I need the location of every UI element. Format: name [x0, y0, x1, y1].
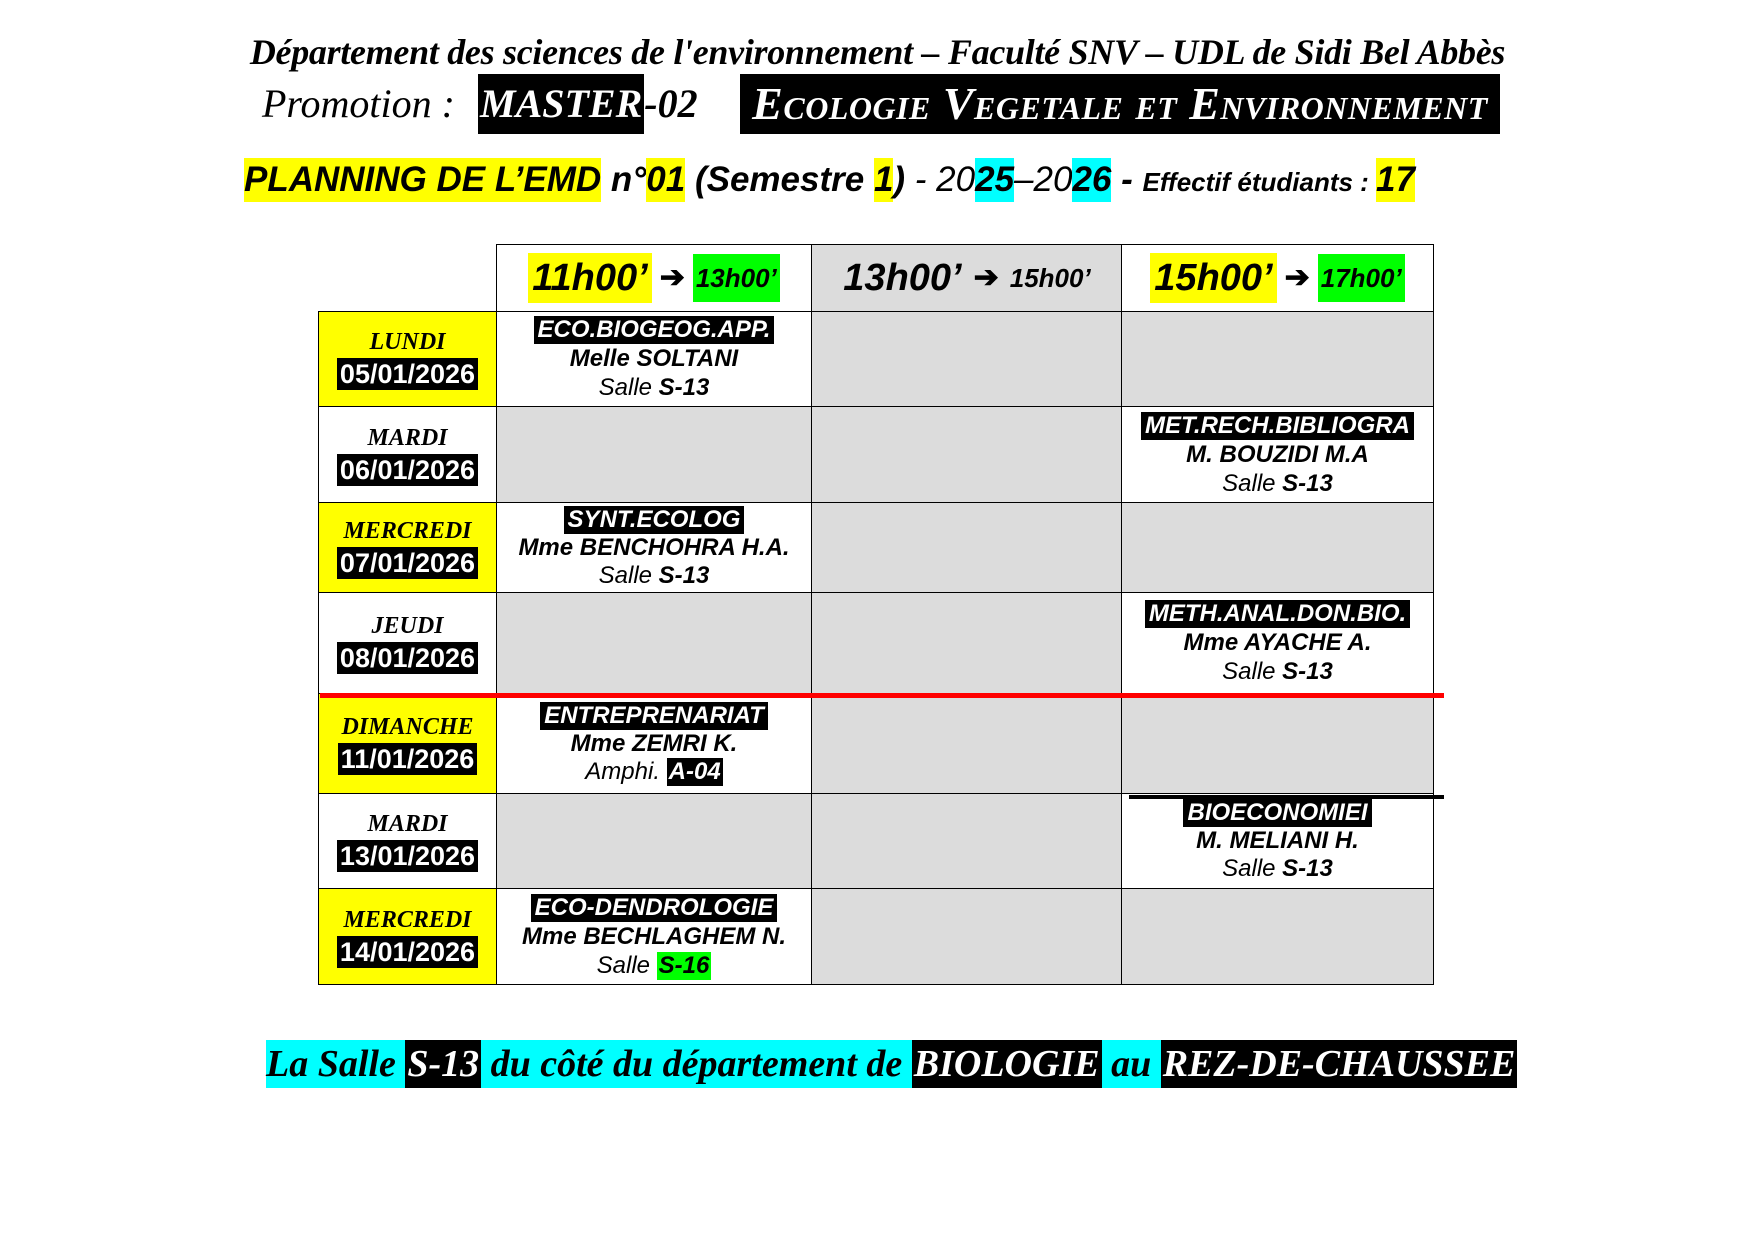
day-name: MARDI	[367, 811, 448, 837]
day-cell	[319, 407, 497, 503]
empty-cell	[812, 312, 1122, 407]
empty-cell	[497, 593, 812, 694]
course-name: ECO.BIOGEOG.APP.	[534, 316, 775, 344]
room-number: S-13	[1282, 469, 1333, 497]
arrow-right-icon: ➔	[659, 261, 685, 294]
day-date: 07/01/2026	[337, 547, 478, 579]
room	[1122, 470, 1433, 498]
footer-text-1: La Salle	[266, 1040, 405, 1088]
exam-timetable	[318, 244, 1434, 985]
day-name: MERCREDI	[343, 517, 472, 544]
course-name: BIOECONOMIEI	[1183, 799, 1371, 827]
room	[497, 374, 811, 402]
year2-suffix: 26	[1072, 158, 1111, 202]
day-cell	[319, 593, 497, 694]
arrow-right-icon: ➔	[1284, 261, 1310, 294]
day-date: 11/01/2026	[338, 743, 478, 775]
room-label: Salle	[598, 561, 652, 589]
arrow-right-icon: ➔	[973, 261, 999, 294]
teacher-name: Mme ZEMRI K.	[570, 729, 738, 757]
day-name: MARDI	[367, 424, 448, 451]
table-row	[319, 593, 1434, 694]
room-number: S-13	[658, 374, 710, 401]
empty-cell	[1122, 889, 1434, 985]
day-date: 06/01/2026	[337, 454, 478, 486]
promotion-level-number: -02	[644, 81, 698, 126]
room-label: Salle	[1222, 469, 1276, 497]
day-cell	[319, 889, 497, 985]
cell-divider-line	[1129, 795, 1444, 799]
empty-cell	[812, 889, 1122, 985]
planning-title: PLANNING DE L’EMD	[244, 158, 601, 202]
year2-prefix: 20	[1033, 160, 1073, 199]
planning-title-line	[244, 158, 1415, 202]
exam-cell	[1122, 593, 1434, 694]
day-name: JEUDI	[371, 613, 444, 639]
exam-cell	[497, 503, 812, 593]
exam-cell	[1122, 407, 1434, 503]
footer-department: BIOLOGIE	[912, 1040, 1102, 1088]
room-number: S-13	[1282, 855, 1333, 882]
promotion-level	[478, 74, 698, 134]
slot-2-end: 15h00’	[1009, 263, 1091, 293]
course-name: MET.RECH.BIBLIOGRA	[1141, 412, 1414, 440]
day-cell	[319, 312, 497, 407]
slot-3-start: 15h00’	[1150, 253, 1276, 303]
teacher-name: Mme AYACHE A.	[1183, 629, 1372, 656]
slot-1-end: 13h00’	[693, 254, 780, 302]
time-slot-2	[812, 245, 1122, 312]
promotion-label	[262, 74, 455, 134]
slot-1-start: 11h00’	[528, 253, 651, 303]
week-divider-line	[320, 693, 1444, 698]
exam-cell	[497, 312, 812, 407]
footer-text-2: du côté du département de	[481, 1040, 912, 1088]
empty-cell	[1122, 503, 1434, 593]
empty-cell	[812, 794, 1122, 889]
room	[497, 562, 811, 590]
teacher-name: M. MELIANI H.	[1196, 827, 1359, 854]
room-number: A-04	[668, 757, 721, 785]
table-row	[319, 889, 1434, 985]
footer-text-3: au	[1102, 1040, 1161, 1088]
planning-dash-1: -	[905, 160, 937, 199]
planning-dash-2: -	[1111, 160, 1143, 199]
exam-cell	[497, 889, 812, 985]
course-name: ENTREPRENARIAT	[540, 702, 768, 730]
day-date: 14/01/2026	[337, 936, 478, 968]
timetable-header-row	[319, 245, 1434, 312]
course-name: METH.ANAL.DON.BIO.	[1145, 600, 1410, 628]
room	[1122, 855, 1433, 883]
promotion-specialty: Ecologie Vegetale et Environnement	[740, 74, 1500, 134]
room	[497, 952, 811, 980]
table-row	[319, 312, 1434, 407]
room-label: Salle	[1222, 658, 1276, 685]
slot-3-end: 17h00’	[1318, 254, 1405, 302]
empty-cell	[497, 407, 812, 503]
empty-cell	[812, 694, 1122, 794]
day-name: MERCREDI	[343, 906, 472, 933]
room-label: Salle	[596, 951, 650, 979]
year1-suffix: 25	[975, 158, 1014, 202]
day-name: DIMANCHE	[341, 713, 474, 740]
day-date: 08/01/2026	[337, 642, 478, 674]
empty-cell	[1122, 694, 1434, 794]
room	[497, 758, 811, 786]
room-number: S-13	[1282, 658, 1333, 685]
empty-cell	[1122, 312, 1434, 407]
empty-cell	[812, 503, 1122, 593]
footer-note	[266, 1040, 1517, 1088]
room-number: S-13	[658, 561, 710, 589]
effectif-label: Effectif étudiants :	[1142, 167, 1377, 197]
effectif-value: 17	[1376, 158, 1415, 202]
header-corner	[319, 245, 497, 312]
day-date: 13/01/2026	[337, 840, 478, 872]
day-cell	[319, 503, 497, 593]
teacher-name: Melle SOLTANI	[569, 345, 739, 372]
empty-cell	[497, 794, 812, 889]
time-slot-1	[497, 245, 812, 312]
semester-number: 1	[874, 158, 893, 202]
room-number: S-16	[658, 951, 710, 979]
footer-room: S-13	[405, 1040, 481, 1088]
day-cell	[319, 694, 497, 794]
teacher-name: M. BOUZIDI M.A	[1186, 440, 1369, 468]
course-name: ECO-DENDROLOGIE	[531, 894, 778, 922]
room-label: Salle	[1222, 855, 1276, 882]
exam-cell	[497, 694, 812, 794]
table-row	[319, 794, 1434, 889]
teacher-name: Mme BENCHOHRA H.A.	[518, 533, 790, 561]
exam-cell	[1122, 794, 1434, 889]
day-date: 05/01/2026	[337, 358, 478, 390]
table-row	[319, 694, 1434, 794]
semester-open: (Semestre	[694, 160, 865, 199]
promotion-master: MASTER	[478, 74, 644, 134]
teacher-name: Mme BECHLAGHEM N.	[521, 922, 786, 950]
semester-close: )	[893, 160, 906, 199]
room-label: Salle	[598, 374, 652, 401]
year1-prefix: 20	[936, 160, 976, 199]
planning-number-prefix: n°	[610, 160, 647, 199]
promotion-label-text: Promotion :	[262, 81, 455, 126]
slot-2-start: 13h00’	[843, 257, 962, 299]
room-label: Amphi.	[585, 757, 660, 785]
planning-number: 01	[646, 158, 685, 202]
day-name: LUNDI	[369, 329, 446, 355]
empty-cell	[812, 593, 1122, 694]
table-row	[319, 503, 1434, 593]
empty-cell	[812, 407, 1122, 503]
year-separator: –	[1014, 160, 1034, 199]
time-slot-3	[1122, 245, 1434, 312]
course-name: SYNT.ECOLOG	[564, 506, 745, 534]
table-row	[319, 407, 1434, 503]
footer-floor: REZ-DE-CHAUSSEE	[1161, 1040, 1518, 1088]
department-heading: Département des sciences de l'environnement – Faculté SNV – UDL de Sidi Bel Abbès	[249, 32, 1506, 72]
room	[1122, 658, 1433, 686]
day-cell	[319, 794, 497, 889]
